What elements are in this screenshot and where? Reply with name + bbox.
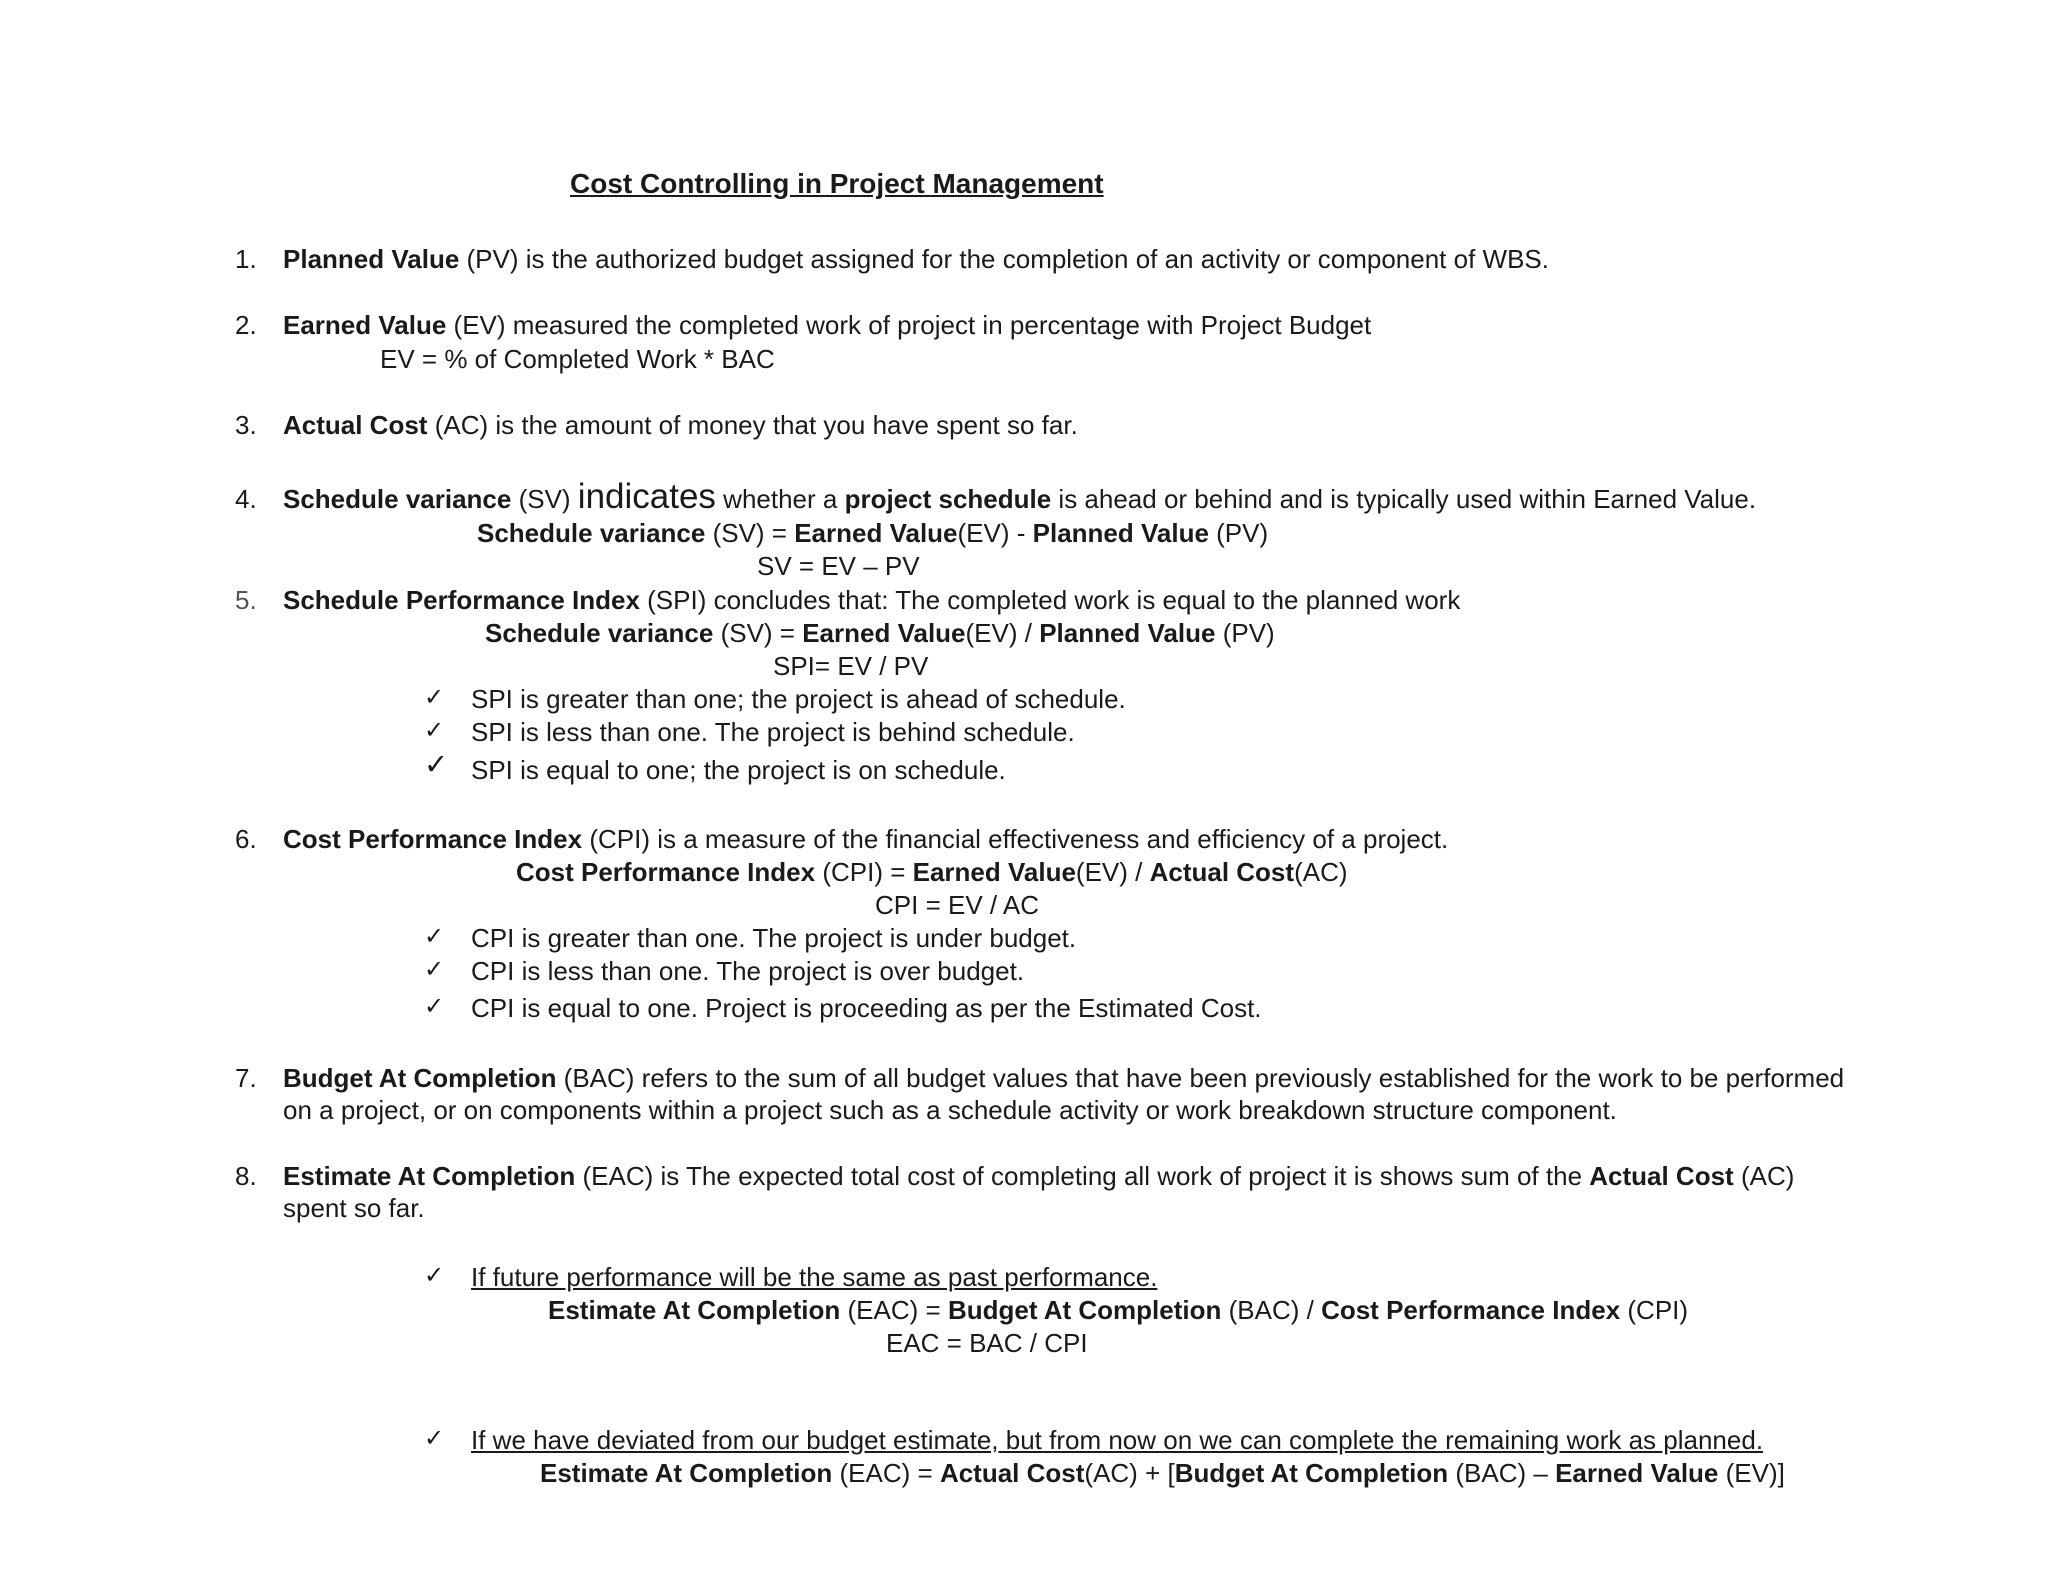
definition: (SPI) concludes that: The completed work is equal to the planned work [639, 585, 1461, 615]
formula-term: Cost Performance Index [1321, 1295, 1621, 1325]
formula-op: (SV) = [713, 618, 803, 648]
term: Estimate At Completion [283, 1161, 576, 1191]
check-item: CPI is greater than one. The project is under budget. [471, 923, 1077, 953]
definition-part: is ahead or behind and is typically used within Earned Value. [1051, 484, 1757, 514]
formula-op: (EV) - [957, 518, 1033, 548]
item-number: 7. [235, 1063, 257, 1093]
formula-term: Budget At Completion [1174, 1458, 1449, 1488]
check-icon: ✓ [424, 684, 445, 711]
definition: (PV) is the authorized budget assigned for the completion of an activity or component of WBS. [459, 244, 1549, 274]
term: Schedule Performance Index [283, 585, 640, 615]
item-4-text [283, 479, 1756, 517]
item-7-text [283, 1065, 1844, 1091]
term: Earned Value [283, 310, 447, 340]
formula-short: SV = EV – PV [757, 551, 920, 581]
item-number: 6. [235, 824, 257, 854]
formula [485, 620, 1275, 646]
formula-short: CPI = EV / AC [875, 890, 1040, 920]
definition: (EAC) is The expected total cost of completing all work of project it is shows sum of the [575, 1161, 1590, 1191]
term: Actual Cost [283, 410, 428, 440]
formula-op: (PV) [1208, 518, 1269, 548]
term: Actual Cost [1589, 1161, 1734, 1191]
formula-op: (PV) [1215, 618, 1275, 648]
formula-term: Planned Value [1039, 618, 1216, 648]
definition: (AC) [1733, 1161, 1795, 1191]
check-item: CPI is equal to one. Project is proceeding as per the Estimated Cost. [471, 993, 1262, 1023]
item-2-text [283, 312, 1371, 338]
case-heading: If future performance will be the same as past performance. [471, 1262, 1158, 1292]
check-icon: ✓ [424, 1262, 445, 1289]
item-number: 4. [235, 484, 257, 514]
case-heading: If we have deviated from our budget estimate, but from now on we can complete the remaining work as planned. [471, 1425, 1764, 1455]
formula-op: (CPI) [1620, 1295, 1689, 1325]
item-7-text-cont: on a project, or on components within a project such as a schedule activity or work breakdown structure component. [283, 1095, 1617, 1125]
check-item: SPI is equal to one; the project is on schedule. [471, 755, 1006, 785]
check-icon: ✓ [424, 749, 449, 781]
item-number: 1. [235, 244, 257, 274]
term: Planned Value [283, 244, 460, 274]
definition: (CPI) is a measure of the financial effectiveness and efficiency of a project. [582, 824, 1449, 854]
formula-term: Planned Value [1032, 518, 1209, 548]
check-icon: ✓ [424, 923, 445, 950]
check-icon: ✓ [424, 1425, 445, 1452]
formula-op: (BAC) – [1448, 1458, 1556, 1488]
formula-op: (CPI) = [815, 857, 913, 887]
check-item: SPI is greater than one; the project is ahead of schedule. [471, 684, 1126, 714]
item-1-text [283, 246, 1549, 272]
formula-term: Estimate At Completion [548, 1295, 841, 1325]
formula-op: (AC) + [ [1084, 1458, 1175, 1488]
definition: (BAC) refers to the sum of all budget values that have been previously established for the work to be performed [556, 1063, 1845, 1093]
formula-short: EAC = BAC / CPI [886, 1328, 1088, 1358]
formula-term: Schedule variance [477, 518, 706, 548]
formula-short: SPI= EV / PV [773, 651, 929, 681]
definition: (AC) is the amount of money that you have spent so far. [427, 410, 1078, 440]
item-number: 3. [235, 410, 257, 440]
definition-part: indicates [577, 477, 716, 516]
item-8-text [283, 1163, 1794, 1189]
formula [548, 1297, 1688, 1323]
formula-op: (AC) [1294, 857, 1348, 887]
formula-term: Budget At Completion [947, 1295, 1222, 1325]
formula-term: Earned Value [1555, 1458, 1719, 1488]
check-icon: ✓ [424, 956, 445, 983]
check-icon: ✓ [424, 993, 445, 1020]
formula-op: (EV) / [965, 618, 1040, 648]
check-icon: ✓ [424, 717, 445, 744]
item-number: 5. [235, 585, 257, 615]
item-5-text [283, 587, 1460, 613]
formula-term: Cost Performance Index [516, 857, 816, 887]
formula-term: Schedule variance [485, 618, 714, 648]
formula-term: Earned Value [794, 518, 958, 548]
item-8-text-cont: spent so far. [283, 1193, 425, 1223]
formula: EV = % of Completed Work * BAC [380, 344, 775, 374]
check-item: SPI is less than one. The project is behind schedule. [471, 717, 1075, 747]
page-title: Cost Controlling in Project Management [570, 168, 1104, 199]
formula-op: (EV)] [1718, 1458, 1785, 1488]
formula-op: (EAC) = [832, 1458, 940, 1488]
term: project schedule [844, 484, 1052, 514]
formula-op: (BAC) / [1221, 1295, 1322, 1325]
definition: (EV) measured the completed work of project in percentage with Project Budget [446, 310, 1372, 340]
formula-term: Actual Cost [1149, 857, 1295, 887]
formula [540, 1460, 1785, 1486]
item-number: 8. [235, 1161, 257, 1191]
term: Cost Performance Index [283, 824, 583, 854]
formula-term: Earned Value [802, 618, 966, 648]
formula-term: Earned Value [912, 857, 1076, 887]
formula-term: Estimate At Completion [540, 1458, 833, 1488]
formula-op: (EAC) = [840, 1295, 948, 1325]
term: Schedule variance [283, 484, 512, 514]
formula-op: (EV) / [1075, 857, 1150, 887]
check-item: CPI is less than one. The project is over budget. [471, 956, 1025, 986]
definition-part: (SV) [511, 484, 578, 514]
item-number: 2. [235, 310, 257, 340]
formula-term: Actual Cost [939, 1458, 1085, 1488]
formula-op: (SV) = [705, 518, 795, 548]
term: Budget At Completion [283, 1063, 557, 1093]
formula [516, 859, 1348, 885]
item-6-text [283, 826, 1448, 852]
formula [477, 520, 1268, 546]
definition-part: whether a [715, 484, 845, 514]
item-3-text [283, 412, 1078, 438]
